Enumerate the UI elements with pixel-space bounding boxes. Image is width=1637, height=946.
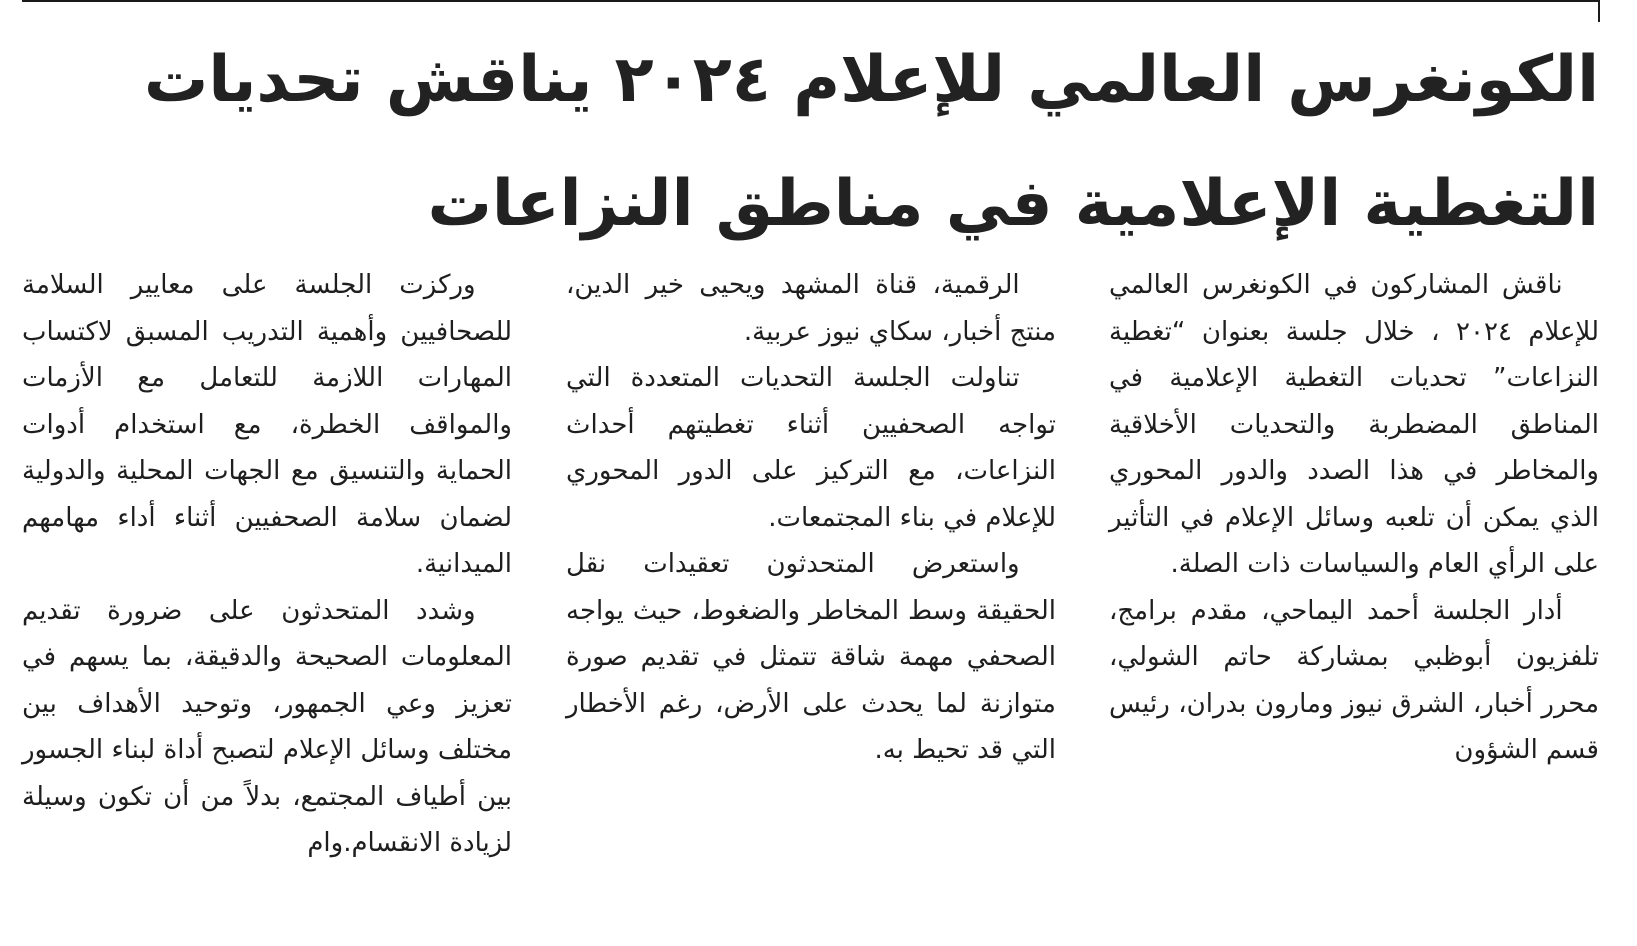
article-column-1	[1109, 262, 1599, 774]
article-column-3	[22, 262, 512, 867]
article-column-2	[566, 262, 1056, 774]
paragraph: وركزت الجلسة على معايير السلامة للصحافيين وأهمية التدريب المسبق لاكتساب المهارات اللازمة للتعامل مع الأزمات والمواقف الخطرة، مع استخدام أدوات الحماية والتنسيق مع الجهات المحلية والدولية لضمان سلامة الصحفيين أثناء أداء مهامهم الميدانية.	[22, 270, 512, 579]
headline-line-2: التغطية الإعلامية في مناطق النزاعات	[427, 167, 1599, 241]
paragraph: ناقش المشاركون في الكونغرس العالمي للإعلام ٢٠٢٤ ، خلال جلسة بعنوان “تغطية النزاعات” تحديات التغطية الإعلامية في المناطق المضطربة والتحديات الأخلاقية والمخاطر في هذا الصدد والدور المحوري الذي يمكن أن تلعبه وسائل الإعلام في التأثير على الرأي العام والسياسات ذات الصلة.	[1109, 270, 1599, 579]
paragraph: وشدد المتحدثون على ضرورة تقديم المعلومات الصحيحة والدقيقة، بما يسهم في تعزيز وعي الجمهور، وتوحيد الأهداف بين مختلف وسائل الإعلام لتصبح أداة لبناء الجسور بين أطياف المجتمع، بدلاً من أن تكون وسيلة لزيادة الانقسام.وام	[22, 595, 512, 858]
headline	[39, 18, 1599, 266]
headline-line-1: الكونغرس العالمي للإعلام ٢٠٢٤ يناقش تحديات	[144, 43, 1599, 117]
paragraph: واستعرض المتحدثون تعقيدات نقل الحقيقة وسط المخاطر والضغوط، حيث يواجه الصحفي مهمة شاقة تتمثل في تقديم صورة متوازنة لما يحدث على الأرض، رغم الأخطار التي قد تحيط به.	[566, 549, 1056, 765]
top-border-rule	[22, 0, 1599, 2]
article-body	[22, 262, 1599, 902]
paragraph: تناولت الجلسة التحديات المتعددة التي تواجه الصحفيين أثناء تغطيتهم أحداث النزاعات، مع التركيز على الدور المحوري للإعلام في بناء المجتمعات.	[566, 363, 1056, 533]
paragraph: أدار الجلسة أحمد اليماحي، مقدم برامج، تلفزيون أبوظبي بمشاركة حاتم الشولي، محرر أخبار، الشرق نيوز ومارون بدران، رئيس قسم الشؤون	[1109, 595, 1599, 765]
paragraph: الرقمية، قناة المشهد ويحيى خير الدين، منتج أخبار، سكاي نيوز عربية.	[566, 270, 1056, 347]
